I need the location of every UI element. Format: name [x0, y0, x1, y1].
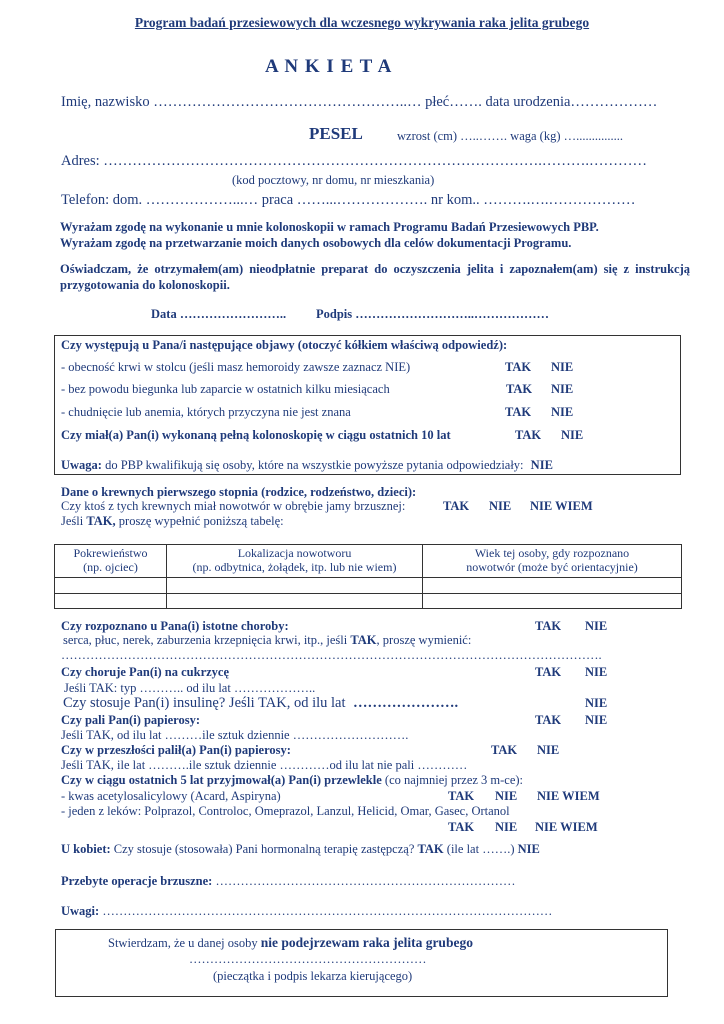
header-line: Wiek tej osoby, gdy rozpoznano [474, 546, 630, 560]
symptom-item-yes[interactable]: TAK [505, 360, 532, 374]
remarks-label: Uwagi: [61, 904, 100, 918]
consent-signature[interactable]: Podpis ………………………..……………… [316, 307, 550, 321]
drug-1-dont-know[interactable]: NIE WIEM [537, 789, 600, 803]
instruction-tak: TAK, [86, 514, 116, 528]
physician-statement-bold: nie podejrzewam raka jelita grubego [260, 935, 473, 950]
women-question [61, 842, 540, 857]
detail-text: serca, płuc, nerek, zaburzenia krzepnięcia krwi, itp., jeśli [63, 633, 348, 647]
colonoscopy-yes[interactable]: TAK [515, 428, 542, 442]
drugs-question-rest: (co najmniej przez 3 m-ce): [384, 773, 524, 787]
detail-tak: TAK [350, 633, 377, 647]
drugs-question-bold: Czy w ciągu ostatnich 5 lat przyjmował(a) Pan(i) przewlekle [61, 773, 382, 787]
consent-date[interactable]: Data …………………….. [151, 307, 287, 321]
smoking-detail[interactable]: Jeśli TAK, od ilu lat ………ile sztuk dziennie ………………………. [61, 728, 409, 742]
qualification-note [61, 458, 553, 473]
women-yes[interactable]: TAK [417, 842, 444, 856]
drug-1-no[interactable]: NIE [495, 789, 518, 803]
insulin-question: Czy stosuje Pan(i) insulinę? Jeśli TAK, od ilu lat [63, 695, 346, 711]
relatives-no[interactable]: NIE [489, 499, 512, 513]
symptom-item-no[interactable]: NIE [551, 382, 574, 396]
physician-statement [108, 935, 473, 951]
form-title: A N K I E T A [265, 56, 393, 77]
diseases-detail [63, 633, 471, 648]
drug-1-text: - kwas acetylosalicylowy (Acard, Aspiryna) [61, 789, 281, 803]
women-label: U kobiet: [61, 842, 111, 856]
consent-line-1: Wyrażam zgodę na wykonanie u mnie kolonoskopii w ramach Programu Badań Przesiewowych PBP. [60, 220, 599, 234]
diabetes-yes[interactable]: TAK [535, 665, 562, 679]
remarks-dots: ……………………………………………………………………………………………… [102, 904, 553, 918]
relatives-heading: Dane o krewnych pierwszego stopnia (rodzice, rodzeństwo, dzieci): [61, 485, 417, 499]
drug-2-dont-know[interactable]: NIE WIEM [535, 820, 598, 834]
past-smoking-question: Czy w przeszłości palił(a) Pan(i) papierosy: [61, 743, 291, 757]
physician-statement-prefix: Stwierdzam, że u danej osoby [108, 936, 258, 950]
colonoscopy-no[interactable]: NIE [561, 428, 584, 442]
height-weight-line[interactable]: wzrost (cm) …..……. waga (kg) …............... [397, 129, 623, 143]
table-row-divider [54, 577, 682, 578]
past-smoking-yes[interactable]: TAK [491, 743, 518, 757]
smoking-yes[interactable]: TAK [535, 713, 562, 727]
relatives-yes[interactable]: TAK [443, 499, 470, 513]
header-line: Pokrewieństwo [73, 546, 148, 560]
diseases-yes[interactable]: TAK [535, 619, 562, 633]
table-header-age [423, 546, 681, 574]
consent-line-2: Wyrażam zgodę na przetwarzanie moich danych osobowych dla celów dokumentacji Programu. [60, 236, 572, 250]
diseases-question: Czy rozpoznano u Pana(i) istotne choroby: [61, 619, 289, 633]
symptom-item-yes[interactable]: TAK [505, 405, 532, 419]
symptom-item-text: - bez powodu biegunka lub zaparcie w ostatnich kilku miesiącach [61, 382, 390, 396]
symptoms-heading: Czy występują u Pana/i następujące objawy (otoczyć kółkiem właściwą odpowiedź): [61, 338, 508, 352]
table-row-divider [54, 593, 682, 594]
name-line[interactable]: Imię, nazwisko ……………………………………………..… płeć……. data urodzenia……………… [61, 94, 658, 110]
header-line: Lokalizacja nowotworu [237, 546, 352, 560]
diabetes-type[interactable]: Jeśli TAK: typ ……….. od ilu lat ……………….. [64, 681, 316, 695]
symptom-item-no[interactable]: NIE [551, 405, 574, 419]
drug-2-yes[interactable]: TAK [448, 820, 475, 834]
past-smoking-no[interactable]: NIE [537, 743, 560, 757]
note-answer: NIE [530, 458, 553, 472]
insulin-no[interactable]: NIE [585, 696, 608, 710]
insulin-dots[interactable]: …………………. [353, 695, 459, 711]
relatives-dont-know[interactable]: NIE WIEM [530, 499, 593, 513]
drug-2-no[interactable]: NIE [495, 820, 518, 834]
header-line: nowotwór (może być orientacyjnie) [466, 560, 638, 574]
smoking-question: Czy pali Pan(i) papierosy: [61, 713, 201, 727]
note-label: Uwaga: [61, 458, 102, 472]
phone-line[interactable]: Telefon: dom. ………………...… praca ……...………………. nr kom.. ……….….……………… [61, 192, 636, 208]
women-question-text: Czy stosuje (stosowała) Pani hormonalną terapię zastępczą? [113, 842, 415, 856]
address-line[interactable]: Adres: ……………………………………………………………………………….……….………… [61, 153, 648, 169]
program-title: Program badań przesiewowych dla wczesnego wykrywania raka jelita grubego [134, 15, 590, 30]
header-line: (np. odbytnica, żołądek, itp. lub nie wiem) [192, 560, 397, 574]
remarks-line[interactable] [61, 904, 552, 919]
pesel-label: PESEL [309, 124, 363, 143]
relatives-question: Czy ktoś z tych krewnych miał nowotwór w obrębie jamy brzusznej: [61, 499, 406, 513]
drug-2-text: - jeden z leków: Polprazol, Controloc, Omeprazol, Lanzul, Helicid, Omar, Gasec, Ortanol [61, 804, 510, 818]
women-no[interactable]: NIE [517, 842, 540, 856]
instruction-rest: proszę wypełnić poniższą tabelę: [118, 514, 284, 528]
symptom-item-text: - chudnięcie lub anemia, których przyczyna nie jest znana [61, 405, 351, 419]
table-header-location [167, 546, 422, 574]
women-years[interactable]: (ile lat …….) [446, 842, 515, 856]
colonoscopy-question: Czy miał(a) Pan(i) wykonaną pełną kolonoskopię w ciągu ostatnich 10 lat [61, 428, 451, 442]
symptom-item-text: - obecność krwi w stolcu (jeśli masz hemoroidy zawsze zaznacz NIE) [61, 360, 411, 374]
surgery-dots: ……………………………………………………………… [215, 874, 516, 888]
diseases-no[interactable]: NIE [585, 619, 608, 633]
address-hint: (kod pocztowy, nr domu, nr mieszkania) [232, 173, 435, 187]
header-line: (np. ojciec) [83, 560, 138, 574]
table-header-relation [55, 546, 166, 574]
note-text: do PBP kwalifikują się osoby, które na wszystkie powyższe pytania odpowiedziały: [105, 458, 524, 472]
diseases-line[interactable]: …………………………………………………………………………………………………………………. [61, 648, 602, 662]
drugs-question [61, 773, 523, 788]
past-smoking-detail[interactable]: Jeśli TAK, ile lat ……….ile sztuk dziennie …………od ilu lat nie pali ………… [61, 758, 468, 772]
consent-statement: Oświadczam, że otrzymałem(am) nieodpłatnie preparat do oczyszczenia jelita i zapoznałem(am) się z instrukcją przygotowania do kolonoskopii. [60, 262, 690, 292]
physician-signature-hint: (pieczątka i podpis lekarza kierującego) [213, 969, 413, 983]
instruction-prefix: Jeśli [61, 514, 84, 528]
surgery-label: Przebyte operacje brzuszne: [61, 874, 213, 888]
symptom-item-yes[interactable]: TAK [506, 382, 533, 396]
drug-1-yes[interactable]: TAK [448, 789, 475, 803]
smoking-no[interactable]: NIE [585, 713, 608, 727]
symptom-item-no[interactable]: NIE [551, 360, 574, 374]
physician-dots[interactable]: ………………………………………………… [189, 952, 427, 966]
diabetes-no[interactable]: NIE [585, 665, 608, 679]
surgery-line[interactable] [61, 874, 515, 889]
relatives-instruction [61, 514, 284, 529]
diabetes-question: Czy choruje Pan(i) na cukrzycę [61, 665, 230, 679]
detail-rest: , proszę wymienić: [376, 633, 472, 647]
